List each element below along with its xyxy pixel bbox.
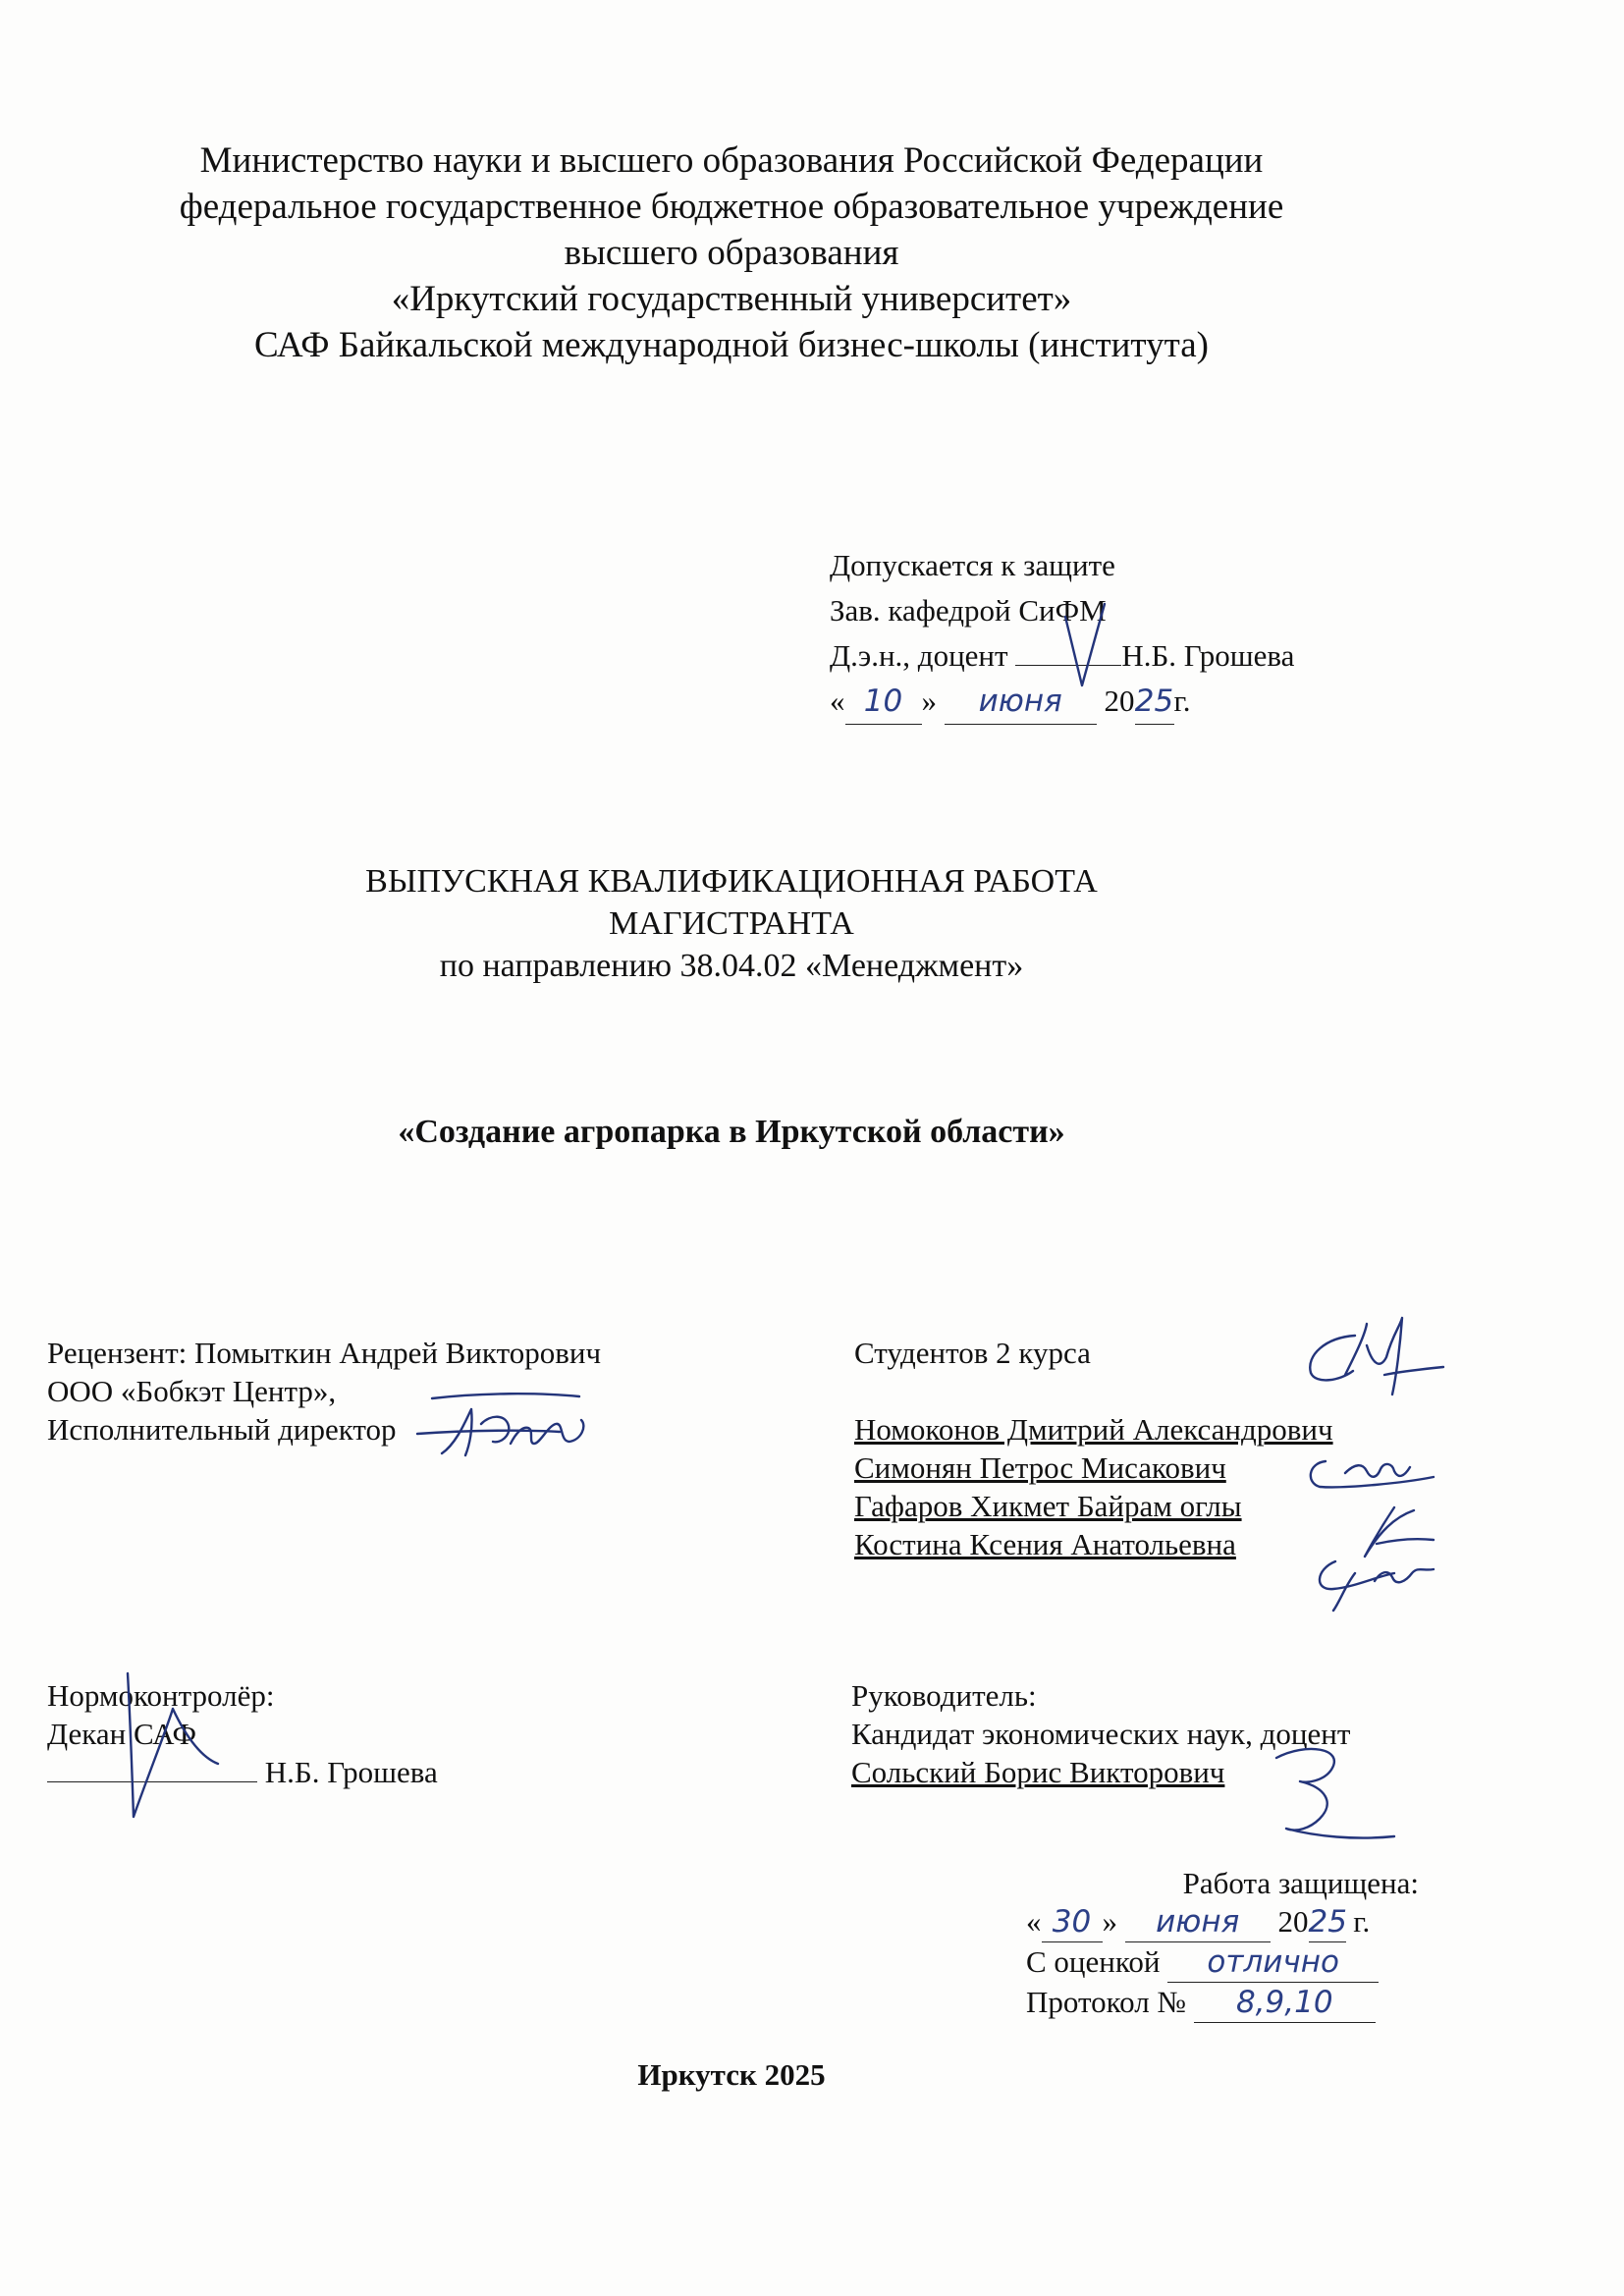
students-heading: Студентов 2 курса	[854, 1336, 1091, 1370]
defense-block	[1026, 1864, 1419, 2023]
supervisor-signature	[1257, 1738, 1404, 1856]
approval-heading: Допускается к защите	[830, 548, 1115, 582]
reviewer-organization: ООО «Бобкэт Центр»,	[47, 1374, 337, 1408]
department-head-signature	[1060, 599, 1119, 697]
student-name: Номоконов Дмитрий Александрович	[854, 1412, 1333, 1447]
work-degree: МАГИСТРАНТА	[609, 905, 854, 942]
defense-day-handwritten: 30	[1042, 1903, 1103, 1942]
approval-month-handwritten: июня	[945, 679, 1097, 725]
supervisor-heading: Руководитель:	[851, 1678, 1037, 1713]
student-name: Гафаров Хикмет Байрам оглы	[854, 1489, 1242, 1523]
city-year: Иркутск 2025	[637, 2057, 826, 2092]
education-level-line: высшего образования	[564, 233, 899, 273]
study-direction: по направлению 38.04.02 «Менеджмент»	[439, 948, 1024, 984]
grade-handwritten: отлично	[1167, 1943, 1379, 1983]
normcontrol-block	[47, 1676, 438, 1791]
normcontrol-name: Н.Б. Грошева	[264, 1755, 438, 1789]
approval-year-handwritten: 25	[1135, 679, 1174, 725]
normcontrol-signature-line	[47, 1753, 438, 1791]
department-head-signature-line: Д.э.н., доцент Н.Б. Грошева	[830, 638, 1295, 673]
normcontrol-position: Декан САФ	[47, 1717, 197, 1751]
institution-header	[79, 137, 1384, 368]
institution-type-line: федеральное государственное бюджетное образовательное учреждение	[179, 187, 1284, 227]
thesis-topic: «Создание агропарка в Иркутской области»	[398, 1114, 1065, 1150]
student-name: Костина Ксения Анатольевна	[854, 1527, 1236, 1561]
defense-protocol: Протокол № 8,9,10	[1026, 1983, 1419, 2023]
supervisor-degree: Кандидат экономических наук, доцент	[851, 1717, 1351, 1751]
defense-date: « 30 » июня 2025 г.	[1026, 1902, 1419, 1942]
school-name: САФ Байкальской международной бизнес-школы (института)	[254, 325, 1209, 365]
defense-month-handwritten: июня	[1125, 1903, 1271, 1942]
normcontrol-heading: Нормоконтролёр:	[47, 1678, 275, 1713]
defense-year-handwritten: 25	[1309, 1903, 1346, 1942]
reviewer-position: Исполнительный директор	[47, 1412, 397, 1447]
students-block	[854, 1334, 1333, 1563]
defense-heading: Работа защищена:	[1182, 1866, 1419, 1900]
defense-grade: С оценкой отлично	[1026, 1942, 1419, 1983]
normcontrol-signature	[108, 1669, 226, 1827]
department-head: Зав. кафедрой СиФМ	[830, 593, 1107, 628]
ministry-line: Министерство науки и высшего образования Российской Федерации	[199, 140, 1264, 181]
university-name: «Иркутский государственный университет»	[391, 279, 1072, 319]
protocol-number-handwritten: 8,9,10	[1194, 1984, 1376, 2023]
reviewer-name: Рецензент: Помыткин Андрей Викторович	[47, 1336, 602, 1370]
student-name: Симонян Петрос Мисакович	[854, 1450, 1226, 1485]
reviewer-signature	[412, 1385, 589, 1473]
work-type: ВЫПУСКНАЯ КВАЛИФИКАЦИОННАЯ РАБОТА	[365, 863, 1098, 900]
approval-day-handwritten: 10	[845, 679, 922, 725]
department-head-name: Н.Б. Грошева	[1121, 638, 1295, 673]
supervisor-name: Сольский Борис Викторович	[851, 1755, 1225, 1789]
work-title-block	[147, 860, 1316, 987]
student-signatures	[1286, 1316, 1453, 1611]
approval-date: « 10 » июня 2025г.	[830, 679, 1294, 725]
